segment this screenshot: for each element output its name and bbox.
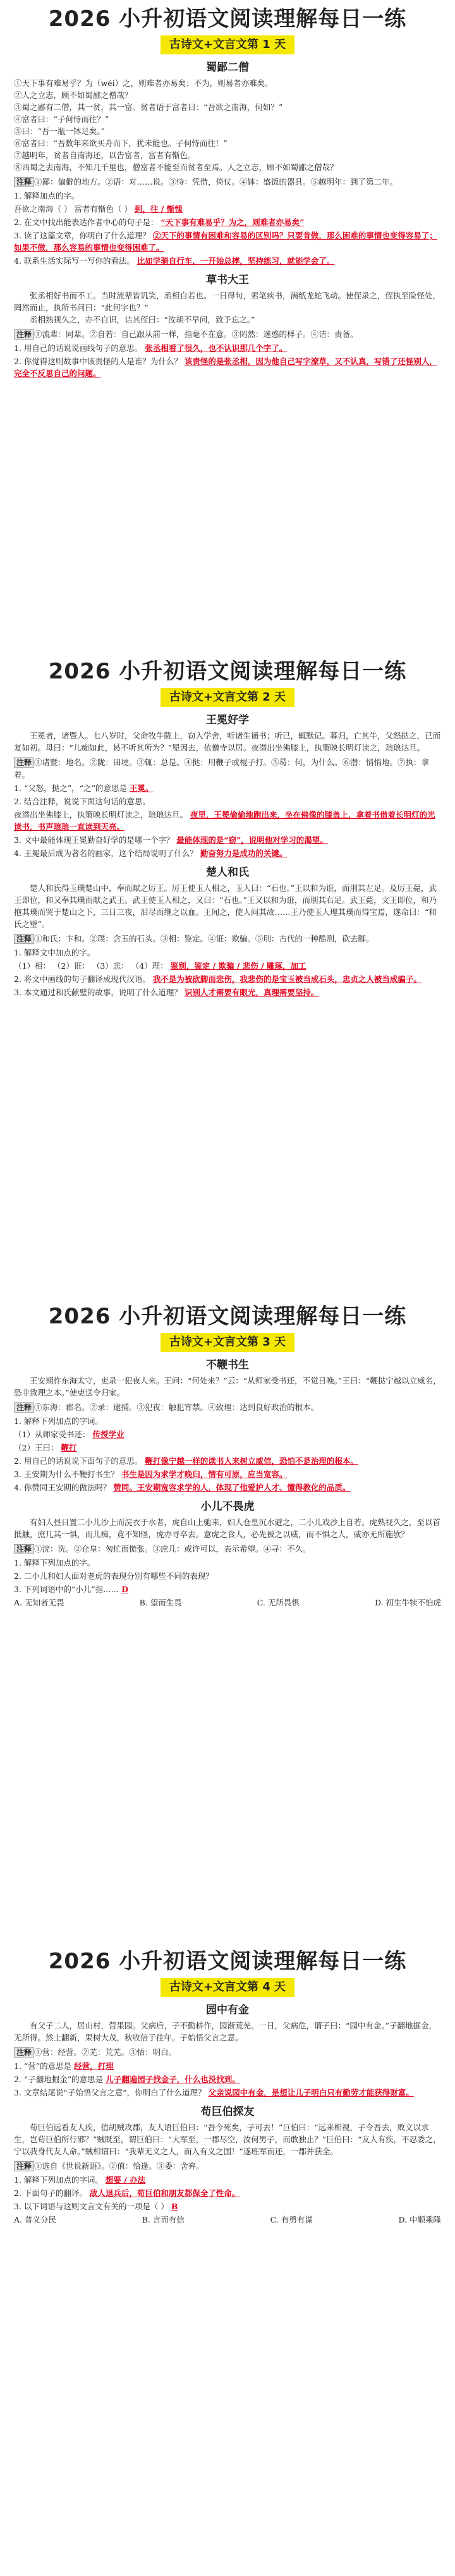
answer-text: 到，往 / 惭愧 <box>134 204 183 214</box>
day-panel <box>0 1277 455 1916</box>
annotation-text: ①选自《世说新语》。②值：恰逢。③委：舍弃。 <box>34 2161 204 2171</box>
answer-text: 勤奋努力是成功的关键。 <box>200 849 288 858</box>
passage-line: 有父子二人，居山村，营果园。父病后，子不勤耕作，园渐荒芜。一日，父病危，谓子曰：“园中有金。”子翻地掘金，无所得。然土翻新，果树大茂，秋收倍于往年。子始悟父言之意。 <box>14 2021 437 2042</box>
badge-wrap <box>0 35 455 54</box>
passage-line: ②人之立志，顾不如蜀鄙之僧哉？ <box>14 90 133 100</box>
answer-text: “天下事有难易乎？为之，则难者亦易矣” <box>161 218 305 227</box>
annotation <box>14 1543 441 1555</box>
annotation <box>14 176 441 188</box>
day-badge: 古诗文+文言文第 4 天 <box>161 1978 294 1997</box>
question <box>14 973 441 985</box>
annotation <box>14 1401 441 1414</box>
question <box>14 1468 441 1480</box>
passage-line: ④富者曰：“子何恃而往？” <box>14 114 109 124</box>
section-heading: 园中有金 <box>206 2004 249 2016</box>
question-text: （2）王曰： <box>14 1443 59 1452</box>
annotation-label: 注释 <box>14 1544 34 1554</box>
answer-text: 鉴别，鉴定 / 欺骗 / 悲伤 / 雕琢，加工 <box>170 961 306 971</box>
answer-text: 张丞相看了很久，也不认识那几个字了。 <box>145 343 288 353</box>
question-text: 3. 王安期为什么不鞭打书生？ <box>14 1469 119 1479</box>
question-text: 1. “营”的意思是 <box>14 2061 72 2071</box>
section-heading: 荀巨伯探友 <box>200 2106 255 2118</box>
answer-text: 书生是因为求学才晚归，情有可原，应当宽容。 <box>121 1469 288 1479</box>
annotation-label: 注释 <box>14 329 34 340</box>
question <box>14 795 441 807</box>
question-text: 3. 文中最能体现王冕勤奋好学的是哪一个字？ <box>14 835 174 845</box>
badge-wrap <box>0 688 455 707</box>
annotation-text: ①营：经营。②芜：荒芜。③悟：明白。 <box>34 2047 177 2057</box>
badge-wrap <box>0 1333 455 1352</box>
annotation-text: ①东海：郡名。②录：逮捕。③犯夜：触犯宵禁。④致理：达到良好政治的根本。 <box>34 1402 319 1412</box>
answer-options <box>14 2214 441 2226</box>
question <box>14 1442 441 1454</box>
option-item: D. 初生牛犊不怕虎 <box>374 1598 441 1607</box>
question-text: 1. 解释文中加点的字。 <box>14 948 95 957</box>
question-text: 3. 读了这篇文章，你明白了什么道理？ <box>14 231 150 240</box>
question-text: 1. “父怒，挞之”，“之”的意思是 <box>14 783 127 793</box>
question <box>14 782 441 794</box>
question <box>14 1557 441 1569</box>
question-text: 吾欲之南海（ ） 富者有惭色（ ） <box>14 204 132 214</box>
question <box>14 1455 441 1467</box>
question-text: 2. “子翻地掘金”的意思是 <box>14 2075 104 2084</box>
option-item: C. 无所畏惧 <box>257 1598 300 1607</box>
question <box>14 203 441 215</box>
day-badge: 古诗文+文言文第 2 天 <box>161 688 294 707</box>
option-item: A. 普义分民 <box>14 2215 56 2224</box>
question <box>14 1570 441 1582</box>
page-title: 2026 小升初语文阅读理解每日一练 <box>48 1304 407 1329</box>
option-item: B. 言而有信 <box>142 2215 185 2224</box>
passage-line: 王安期作东海太守，吏录一犯夜人来。王问：“何处来？”云：“从师家受书还，不觉日晚。”王曰：“鞭挞宁越以立威名，恐非致理之本。”使吏送令归家。 <box>14 1376 441 1397</box>
page-title: 2026 小升初语文阅读理解每日一练 <box>48 6 407 32</box>
question-text: 2. 二小儿和妇人面对老虎的表现分别有哪些不同的表现？ <box>14 1571 214 1581</box>
answer-text: ②天下的事情有困难和容易的区别吗？只要肯做，那么困难的事情也变得容易了；如果不做，那么容易的事情也变得困难了。 <box>14 231 437 252</box>
page-title: 2026 小升初语文阅读理解每日一练 <box>48 1949 407 1974</box>
answer-text: 我不是为被砍脚而悲伤，我悲伤的是宝玉被当成石头，忠贞之人被当成骗子。 <box>152 974 422 984</box>
passage-line: 荀巨伯远看友人疾，值胡贼攻郡，友人语巨伯曰：“吾今死矣，子可去！”巨伯曰：“远来相视，子令吾去，败义以求生，岂荀巨伯所行邪？”贼既至，谓巨伯曰：“大军至，一郡尽空，汝何男子，而敢独止？”巨伯曰：“友人有疾，不忍委之，宁以我身代友人命。”贼相谓曰：“我辈无义之人，而入有义之国！”遂班军而还，一郡并获全。 <box>14 2123 441 2156</box>
section-heading: 蜀鄙二僧 <box>206 61 249 74</box>
annotation <box>14 2160 441 2173</box>
annotation-label: 注释 <box>14 1402 34 1413</box>
option-item: A. 无知者无畏 <box>14 1598 64 1607</box>
question <box>14 947 441 959</box>
answer-text: 赞同。王安期宽容求学的人，体现了他爱护人才、懂得教化的品质。 <box>113 1483 351 1492</box>
answer-text: 该责怪的是张丞相，因为他自己写字潦草，又不认真，写错了还怪别人，完全不反思自己的问题。 <box>14 357 437 378</box>
question <box>14 2200 441 2212</box>
annotation <box>14 2046 441 2059</box>
question-text: 4. 联系生活实际写一写你的看法。 <box>14 256 135 266</box>
day-badge: 古诗文+文言文第 3 天 <box>161 1333 294 1352</box>
annotation <box>14 328 441 341</box>
answer-text: 儿子翻遍园子找金子，什么也没找到。 <box>106 2075 240 2084</box>
question <box>14 960 441 972</box>
answer-text: 鞭打 <box>61 1443 77 1452</box>
answer-text: 夜里，王冕偷偷地跑出来，坐在佛像的膝盖上，拿着书借着长明灯的光读书，书声琅琅一直读到天亮。 <box>14 810 435 831</box>
answer-text: D <box>121 1585 129 1594</box>
passage-line: ⑤曰：“吾一瓶一钵足矣。” <box>14 126 106 136</box>
answer-text: 识别人才需要有眼光，真理需要坚持。 <box>184 988 319 997</box>
question <box>14 255 441 267</box>
question <box>14 2073 441 2085</box>
question <box>14 1583 441 1595</box>
question <box>14 2174 441 2186</box>
question <box>14 1415 441 1427</box>
question <box>14 834 441 846</box>
question <box>14 342 441 354</box>
question <box>14 809 441 833</box>
answer-text: B <box>171 2202 178 2211</box>
annotation <box>14 756 441 781</box>
annotation-label: 注释 <box>14 934 34 944</box>
annotation-label: 注释 <box>14 757 34 768</box>
annotation-text: ①诸暨：地名。②陇：田埂。③辄：总是。④挞：用鞭子或棍子打。⑤曷：何，为什么。⑥潜：悄悄地。⑦执：拿着。 <box>14 757 430 780</box>
question-text: （1）从师家受书还： <box>14 1430 90 1439</box>
passage-line: 张丞相好书而不工。当时流辈皆讥笑，丞相自若也。一日得句，索笔疾书，满纸龙蛇飞动。使侄录之，侄执至险怪处，罔然而止，执所书问曰：“此何字也？” <box>14 291 441 312</box>
badge-wrap <box>0 1978 455 1997</box>
passage-line: ⑧西蜀之去南海，不知几千里也，僧富者不能至而贫者至焉。人之立志，顾不如蜀鄙之僧哉？ <box>14 163 338 172</box>
question <box>14 190 441 202</box>
section-heading: 草书大王 <box>206 274 249 286</box>
answer-text: 传授学业 <box>92 1430 124 1439</box>
day-panel <box>0 0 455 626</box>
answer-text: 鞭打像宁越一样的读书人来树立威信，恐怕不是治理的根本。 <box>145 1456 358 1466</box>
question <box>14 2060 441 2072</box>
passage-line: 丞相熟视久之，亦不自识，诘其侄曰：“汝胡不早问，致予忘之。” <box>30 315 255 324</box>
question <box>14 986 441 998</box>
section-heading: 楚人和氏 <box>206 866 249 879</box>
passage-line: ③蜀之鄙有二僧，其一贫，其一富。贫者语于富者曰：“吾欲之南海，何如？” <box>14 102 283 112</box>
question-text: 1. 用自己的话说说画线句子的意思。 <box>14 343 143 353</box>
question <box>14 2087 441 2099</box>
question-text: 夜潜出坐佛膝上，执策映长明灯读之，琅琅达旦。 <box>14 810 188 819</box>
question-text: （1）相： （2）诳： （3）悲： （4）理： <box>14 961 168 971</box>
question-text: 2. 下面句子的翻译。 <box>14 2188 87 2198</box>
day-panel <box>0 1922 455 2573</box>
passage-line: 有妇人昼日置二小儿沙上而浣衣于水者，虎自山上驰来，妇人仓皇沉水避之，二小儿戏沙上自若。虎熟视久之，至以首抵触，庶几其一惧，而儿痴，竟不知怪，虎亦寻卒去。意虎之食人，必先被之以威，而不惧之人，威亦无所施欤？ <box>14 1518 441 1539</box>
option-item: B. 望而生畏 <box>139 1598 182 1607</box>
page-title: 2026 小升初语文阅读理解每日一练 <box>48 659 407 684</box>
option-item: C. 有勇有谋 <box>270 2215 313 2224</box>
annotation <box>14 933 441 945</box>
answer-text: 父亲说园中有金，是想让儿子明白只有勤劳才能获得财富。 <box>208 2088 414 2097</box>
question-text: 2. 用自己的话说说下面句子的意思。 <box>14 1456 143 1466</box>
section-heading: 王冕好学 <box>206 714 249 727</box>
question-text: 1. 解释下列加点的字。 <box>14 1558 95 1567</box>
question-text: 4. 王冕最后成为著名的画家，这个结局说明了什么？ <box>14 849 198 858</box>
answer-text: 想要 / 办法 <box>105 2175 146 2185</box>
question <box>14 1481 441 1493</box>
question <box>14 230 441 254</box>
question <box>14 1428 441 1440</box>
answer-text: 比如学骑自行车，一开始总摔，坚持练习，就能学会了。 <box>136 256 335 266</box>
annotation-text: ①流辈：同辈。②自若：自己跟从前一样，指毫不在意。③罔然：迷惑的样子。④诘：责备。 <box>34 329 358 339</box>
passage-line: ①天下事有难易乎？为（wéi）之，则难者亦易矣；不为，则易者亦难矣。 <box>14 78 273 88</box>
annotation-label: 注释 <box>14 2047 34 2058</box>
section-heading: 小儿不畏虎 <box>200 1500 255 1513</box>
question-text: 2. 将文中画线的句子翻译成现代汉语。 <box>14 974 150 984</box>
passage-line: 王冕者，诸暨人。七八岁时，父命牧牛陇上，窃入学舍，听诸生诵书；听已，辄默记。暮归，亡其牛，父怒挞之，已而复如初。母曰：“儿痴如此，曷不听其所为？”冕因去，依僧寺以居。夜潜出坐佛膝上，执策映长明灯读之，琅琅达旦。 <box>14 731 441 752</box>
answer-options <box>14 1597 441 1609</box>
question-text: 3. 本文通过和氏献璧的故事，说明了什么道理？ <box>14 988 182 997</box>
question <box>14 216 441 228</box>
question-text: 2. 在文中找出能表达作者中心的句子是： <box>14 218 159 227</box>
question-text: 1. 解释下列加点的字词。 <box>14 1416 103 1426</box>
section-heading: 不鞭书生 <box>206 1359 249 1371</box>
annotation-text: ①鄙：偏僻的地方。②语：对……说。③恃：凭借，倚仗。④钵：盛饭的器具。⑤越明年：到了第二年。 <box>34 177 398 187</box>
question-text: 3. 以下词语与这则文言文有关的一项是（ ） <box>14 2202 169 2211</box>
question-text: 3. 文章结尾说“子始悟父言之意”，你明白了什么道理？ <box>14 2088 206 2097</box>
option-item: D. 中顺乘隆 <box>398 2215 441 2224</box>
passage-line: 楚人和氏得玉璞楚山中，奉而献之厉王。厉王使玉人相之，玉人曰：“石也。”王以和为诳，而刖其左足。及厉王薨，武王即位，和又奉其璞而献之武王。武王使玉人相之，又曰：“石也。”王又以和为诳，而刖其右足。武王薨，文王即位，和乃抱其璞而哭于楚山之下，三日三夜，泪尽而继之以血。王闻之，使人问其故……王乃使玉人理其璞而得宝焉，遂命曰：“和氏之璧”。 <box>14 883 437 929</box>
question <box>14 2187 441 2199</box>
question-text: 2. 你觉得这则故事中该责怪的人是谁？为什么？ <box>14 357 182 366</box>
question-text: 3. 下列词语中的“小儿”指…… <box>14 1585 119 1594</box>
passage-line: ⑥富者曰：“吾数年来欲买舟而下，犹未能也。子何恃而往！” <box>14 138 228 148</box>
question <box>14 355 441 379</box>
day-badge: 古诗文+文言文第 1 天 <box>161 35 294 54</box>
question-text: 4. 你赞同王安期的做法吗？ <box>14 1483 111 1492</box>
answer-text: 最能体现的是“窃”，说明他对学习的渴望。 <box>176 835 328 845</box>
question <box>14 847 441 859</box>
annotation-text: ①浣：洗。②仓皇：匆忙而慌张。③庶几：或许可以，表示希望。④寻：不久。 <box>34 1544 311 1554</box>
annotation-label: 注释 <box>14 2161 34 2171</box>
question-text: 1. 解释下列加点的字词。 <box>14 2175 103 2185</box>
answer-text: 敌人退兵后，荀巨伯和朋友都保全了性命。 <box>89 2188 240 2198</box>
annotation-label: 注释 <box>14 177 34 187</box>
passage-line: ⑦越明年，贫者自南海还，以告富者，富者有惭色。 <box>14 150 196 160</box>
annotation-text: ①和氏：卞和。②璞：含玉的石头。③相：鉴定。④诳：欺骗。⑤刖：古代的一种酷刑，砍去脚。 <box>34 934 374 943</box>
answer-text: 经营，打理 <box>74 2061 114 2071</box>
day-panel <box>0 632 455 1271</box>
question-text: 2. 结合注释，说说下面这句话的意思。 <box>14 797 150 806</box>
answer-text: 王冕。 <box>129 783 154 793</box>
question-text: 1. 解释加点的字。 <box>14 191 80 200</box>
